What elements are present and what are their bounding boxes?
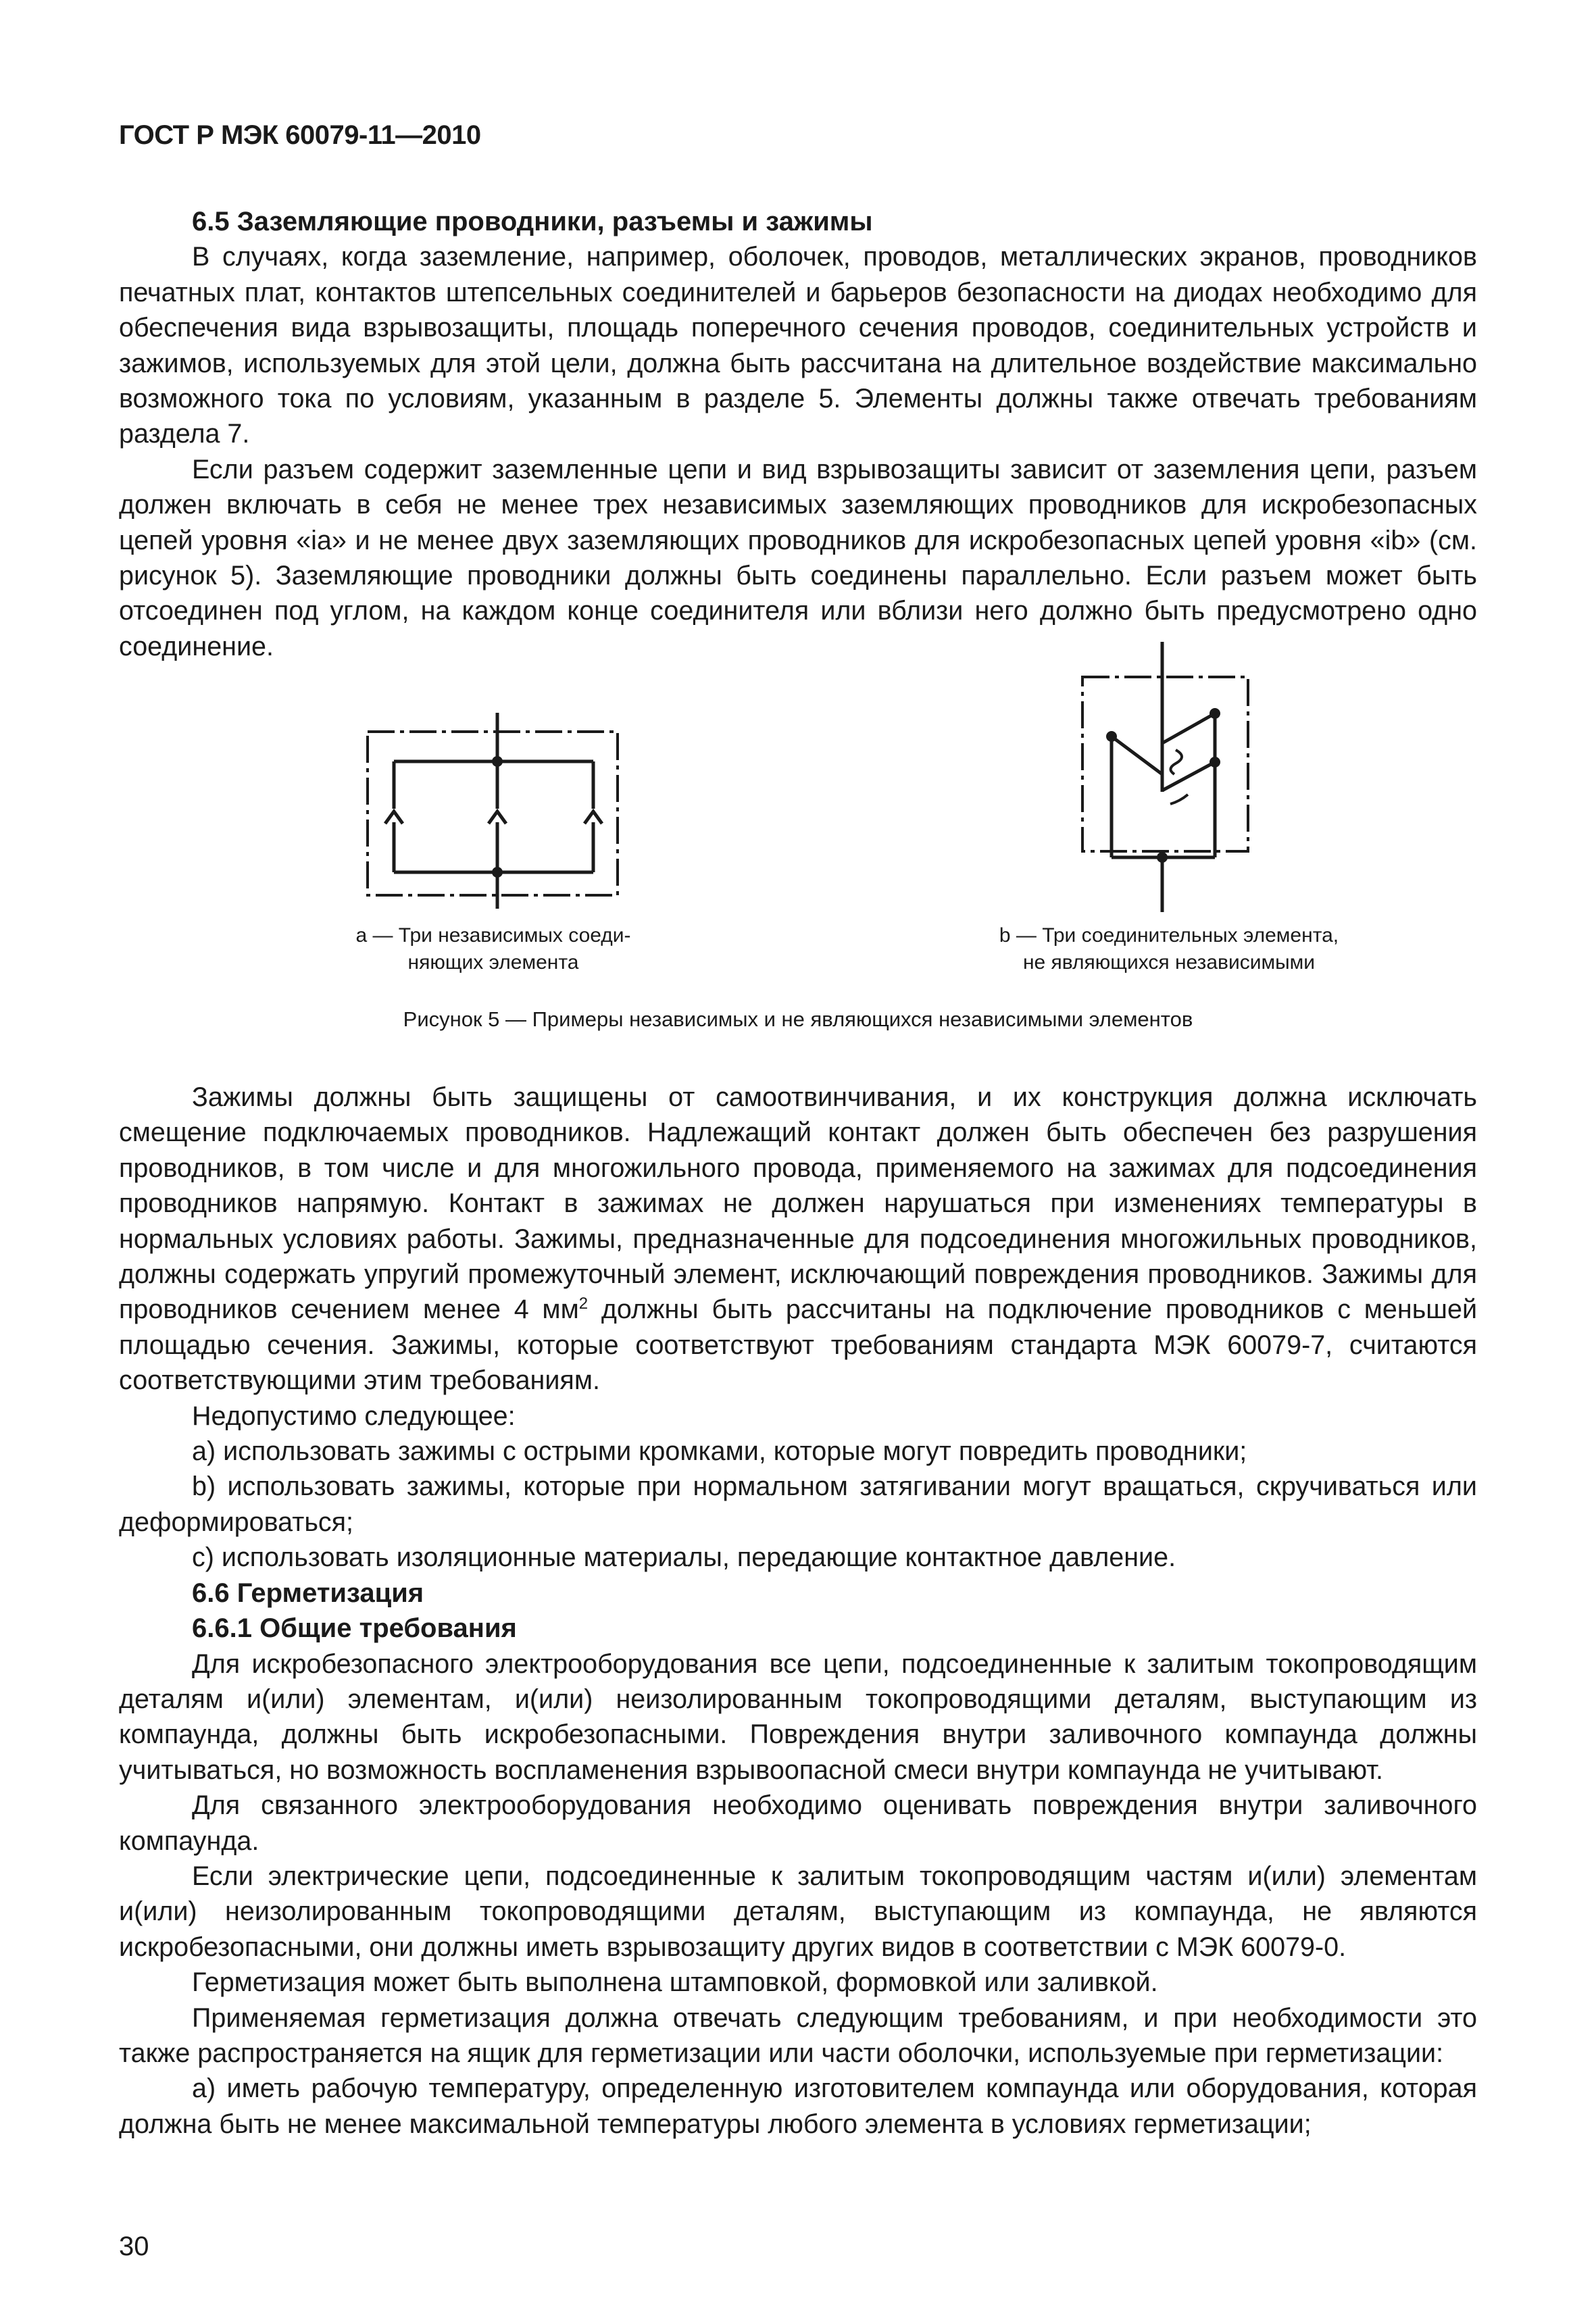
list-item: a) иметь рабочую температуру, определенную изготовителем компаунда или оборудования, которая должна быть не менее максимальной температуры любого элемента в условиях герметизации; bbox=[119, 2073, 1477, 2139]
contact-right bbox=[584, 811, 602, 824]
figure-5-title: Рисунок 5 — Примеры независимых и не являющихся независимыми элементов bbox=[403, 1007, 1193, 1031]
clamps-section bbox=[119, 1080, 1477, 2142]
paragraph: Применяемая герметизация должна отвечать следующим требованиям, и при необходимости это также распространяется на ящик для герметизации или части оболочки, используемые при герметизации: bbox=[119, 2003, 1477, 2068]
paragraph: Герметизация может быть выполнена штамповкой, формовкой или заливкой. bbox=[192, 1967, 1158, 1998]
enclosure-dashdot bbox=[1082, 677, 1248, 851]
junction-dot bbox=[1106, 731, 1117, 742]
paragraph: Зажимы должны быть защищены от самоотвинчивания, и их конструкция должна исключать смещение подключаемых проводников. Надлежащий контакт должен быть обеспечен без разрушения проводников, в том числе и для многожильного провода, применяемого на зажимах для подсоединения проводников напрямую. Контакт в зажимах не должен нарушаться при изменениях температуры в нормальных условиях работы. Зажимы, предназначенные для подсоединения многожильных проводников, должны содержать упругий промежуточный элемент, исключающий повреждения проводников. Зажимы для проводников сечением менее 4 $мм^2$ должны быть рассчитаны на подключение проводников с меньшей площадью сечения. Зажимы, которые соответствуют требованиям стандарта МЭК 60079-7, считаются соответствующими этим требованиям. bbox=[119, 1082, 1478, 1396]
paragraph: В случаях, когда заземление, например, оболочек, проводов, металлических экранов, проводников печатных плат, контактов штепсельных соединителей и барьеров безопасности на диодах необходимо для обеспечения вида взрывозащиты, площадь поперечного сечения проводов, соединительных устройств и зажимов, используемых для этой цели, должна быть рассчитана на длительное воздействие максимально возможного тока по условиям, указанным в разделе 5. Элементы должны также отвечать требованиям раздела 7. bbox=[119, 242, 1477, 449]
figure-5a-diagram bbox=[358, 713, 628, 909]
junction-dot bbox=[492, 867, 503, 878]
contact-hook bbox=[1170, 795, 1188, 804]
list-item: b) использовать зажимы, которые при нормальном затягивании могут вращаться, скручиваться или деформироваться; bbox=[119, 1472, 1477, 1537]
subsection-heading: 6.6.1 Общие требования bbox=[192, 1613, 517, 1644]
figure-5b-diagram bbox=[1074, 642, 1257, 912]
contact-left bbox=[385, 811, 403, 824]
junction-dot bbox=[492, 756, 503, 767]
list-item: c) использовать изоляционные материалы, передающие контактное давление. bbox=[192, 1542, 1176, 1573]
section-heading: 6.6 Герметизация bbox=[192, 1578, 424, 1608]
list-item: a) использовать зажимы с острыми кромками, которые могут повредить проводники; bbox=[192, 1436, 1247, 1467]
paragraph: Если разъем содержит заземленные цепи и вид взрывозащиты зависит от заземления цепи, разъем должен включать в себя не менее трех независимых заземляющих проводников для искробезопасных цепей уровня «ia» и не менее двух заземляющих проводников для искробезопасных цепей уровня «ib» (см. рисунок 5). Заземляющие проводники должны быть соединены параллельно. Если разъем может быть отсоединен под углом, на каждом конце соединителя или вблизи него должно быть предусмотрено одно соединение. bbox=[119, 454, 1477, 661]
paragraph: Если электрические цепи, подсоединенные к залитым токопроводящим частям и(или) элементам и(или) неизолированным токопроводящими деталям, выступающим из компаунда, не являются искробезопасными, они должны иметь взрывозащиту других видов в соответствии с МЭК 60079-0. bbox=[119, 1861, 1477, 1962]
contact-hook bbox=[1170, 750, 1182, 774]
section-heading: 6.5 Заземляющие проводники, разъемы и зажимы bbox=[192, 207, 873, 236]
paragraph: Для связанного электрооборудования необходимо оценивать повреждения внутри заливочного компаунда. bbox=[119, 1790, 1477, 1856]
page-number: 30 bbox=[119, 2232, 149, 2261]
paragraph: Для искробезопасного электрооборудования все цепи, подсоединенные к залитым токопроводящим деталям и(или) элементам, и(или) неизолированным токопроводящими деталям, выступающим из компаунда, должны быть искробезопасными. Повреждения внутри заливочного компаунда должны учитываться, но возможность воспламенения взрывоопасной смеси внутри компаунда не учитывают. bbox=[119, 1649, 1477, 1785]
section-6-5 bbox=[119, 204, 1477, 664]
standard-header: ГОСТ Р МЭК 60079-11—2010 bbox=[119, 120, 481, 150]
junction-dot bbox=[1210, 757, 1220, 768]
junction-dot bbox=[1210, 708, 1220, 719]
contact-middle bbox=[489, 811, 506, 824]
junction-dot bbox=[1157, 852, 1168, 863]
paragraph: Недопустимо следующее: bbox=[192, 1401, 516, 1431]
figure-5b-caption: b — Три соединительных элемента, не являющихся независимыми bbox=[999, 924, 1339, 974]
figure-5a-caption: a — Три независимых соеди- няющих элемента bbox=[355, 924, 631, 974]
